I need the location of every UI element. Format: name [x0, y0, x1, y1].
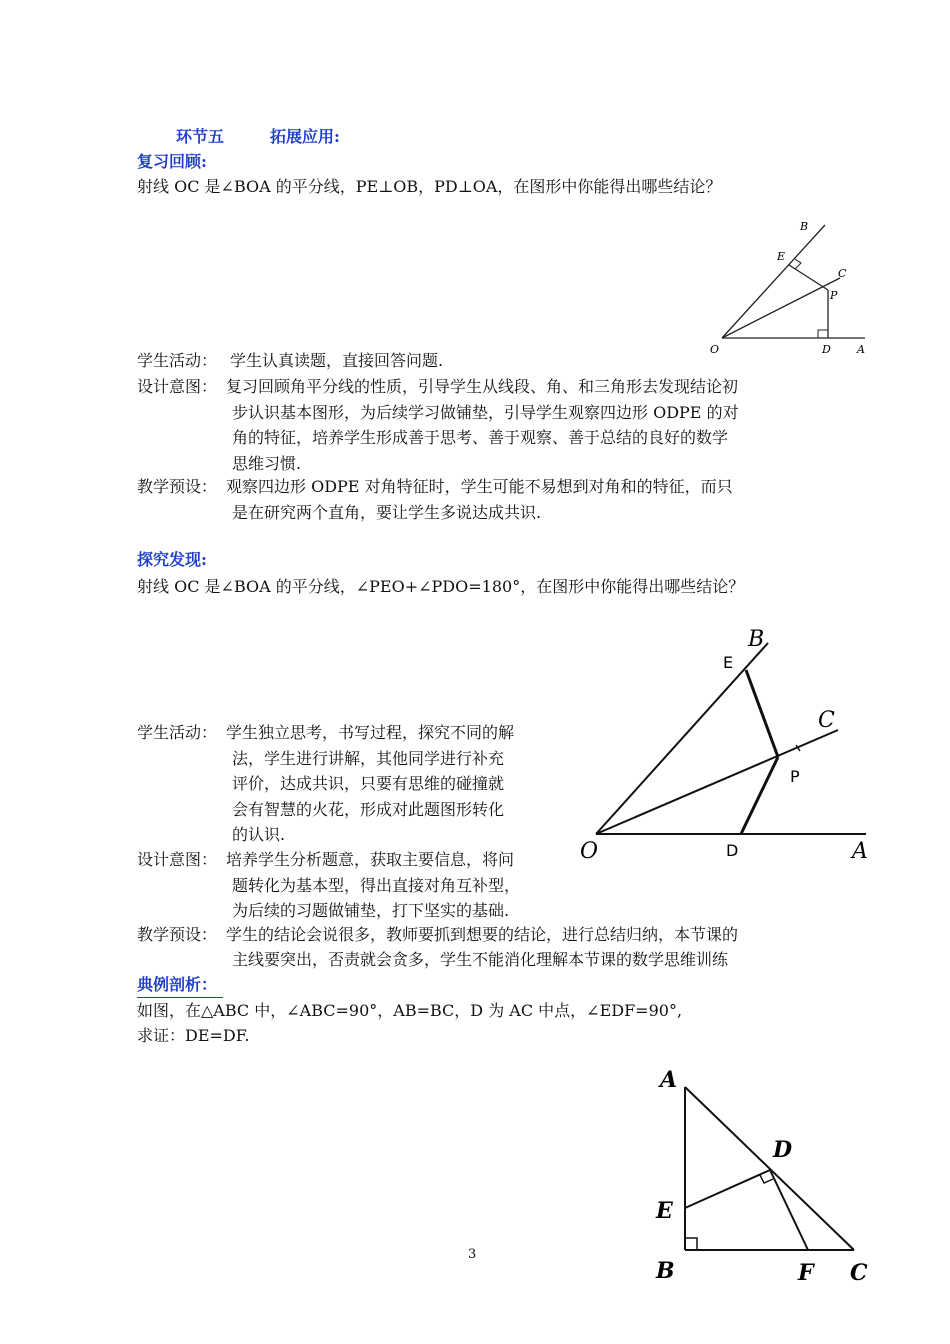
label-e: E [723, 653, 734, 672]
right-angle-b [685, 1238, 697, 1250]
example-problem: 如图，在△ABC 中，∠ABC=90°，AB=BC，D 为 AC 中点，∠EDF=90°, [137, 1001, 683, 1020]
label-c: C [818, 708, 835, 733]
label-a: A [857, 343, 865, 356]
review-intent-line-1: 复习回顾角平分线的性质，引导学生从线段、角、和三角形去发现结论初 [226, 377, 739, 396]
review-preset-line-1: 观察四边形 ODPE 对角特征时，学生可能不易想到对角和的特征，而只 [226, 477, 733, 496]
review-activity-label: 学生活动： [137, 351, 218, 370]
explore-activity-line-1: 学生独立思考，书写过程，探究不同的解 [226, 723, 515, 742]
explore-intent-line-2: 题转化为基本型，得出直接对角互补型， [232, 876, 521, 895]
review-heading: 复习回顾: [137, 152, 207, 171]
explore-activity-line-4: 会有智慧的火花，形成对此题图形转化 [232, 800, 505, 819]
label-f: F [798, 1260, 814, 1286]
ray-ob [722, 225, 825, 338]
label-b: B [800, 220, 809, 233]
review-preset-label: 教学预设： [137, 477, 218, 496]
label-b: B [656, 1258, 675, 1284]
label-a: A [660, 1067, 678, 1093]
label-c: C [850, 1260, 868, 1286]
label-b: B [748, 627, 765, 652]
explore-preset-line-2: 主线要突出，否责就会贪多，学生不能消化理解本节课的数学思维训练 [232, 950, 729, 969]
explore-activity-label: 学生活动： [137, 723, 218, 742]
label-o: O [580, 839, 599, 864]
example-heading: 典例剖析： [137, 973, 223, 998]
explore-preset-line-1: 学生的结论会说很多，教师要抓到想要的结论，进行总结归纳，本节课的 [226, 925, 739, 944]
label-e: E [777, 250, 786, 263]
right-angle-e [795, 259, 801, 269]
right-angle-d [818, 330, 828, 338]
explore-intent-label: 设计意图： [137, 850, 218, 869]
right-angle-d [760, 1175, 773, 1183]
explore-activity-line-2: 法，学生进行讲解，其他同学进行补充 [232, 749, 505, 768]
example-prove: 求证：DE=DF. [137, 1026, 250, 1045]
label-p: P [790, 767, 800, 786]
label-d: D [773, 1137, 793, 1163]
section-subtitle: 拓展应用: [270, 127, 340, 146]
review-activity: 学生认真读题，直接回答问题. [230, 351, 444, 370]
explore-intent-line-3: 为后续的习题做铺垫，打下坚实的基础. [232, 901, 510, 920]
example-figure [650, 1060, 890, 1295]
segment-pe [746, 670, 778, 757]
ray-ob [596, 643, 768, 834]
label-e: E [656, 1198, 673, 1224]
ray-oc [596, 730, 838, 834]
label-o: O [710, 343, 720, 356]
review-intent-label: 设计意图： [137, 377, 218, 396]
review-problem: 射线 OC 是∠BOA 的平分线，PE⊥OB，PD⊥OA，在图形中你能得出哪些结论？ [137, 177, 722, 196]
explore-activity-line-5: 的认识. [232, 825, 286, 844]
label-c: C [838, 267, 847, 280]
review-intent-line-3: 角的特征，培养学生形成善于思考、善于观察、善于总结的良好的数学 [232, 428, 729, 447]
side-ac [685, 1087, 854, 1250]
review-preset-line-2: 是在研究两个直角，要让学生多说达成共识. [232, 503, 542, 522]
segment-df [770, 1170, 808, 1250]
page-number: 3 [468, 1247, 477, 1262]
label-d: D [726, 841, 739, 860]
explore-figure [570, 620, 880, 870]
label-p: P [830, 289, 838, 302]
review-intent-line-2: 步认识基本图形，为后续学习做铺垫，引导学生观察四边形 ODPE 的对 [232, 403, 739, 422]
review-intent-line-4: 思维习惯. [232, 454, 302, 473]
section-title: 环节五 [176, 127, 225, 146]
explore-heading: 探究发现: [137, 550, 207, 569]
review-figure [700, 215, 880, 360]
label-d: D [822, 343, 831, 356]
explore-intent-line-1: 培养学生分析题意，获取主要信息，将问 [226, 850, 515, 869]
label-a: A [852, 839, 868, 864]
segment-de [685, 1170, 770, 1208]
explore-activity-line-3: 评价，达成共识，只要有思维的碰撞就 [232, 774, 505, 793]
explore-preset-label: 教学预设： [137, 925, 218, 944]
explore-problem: 射线 OC 是∠BOA 的平分线，∠PEO+∠PDO=180°，在图形中你能得出哪些结论？ [137, 577, 745, 596]
